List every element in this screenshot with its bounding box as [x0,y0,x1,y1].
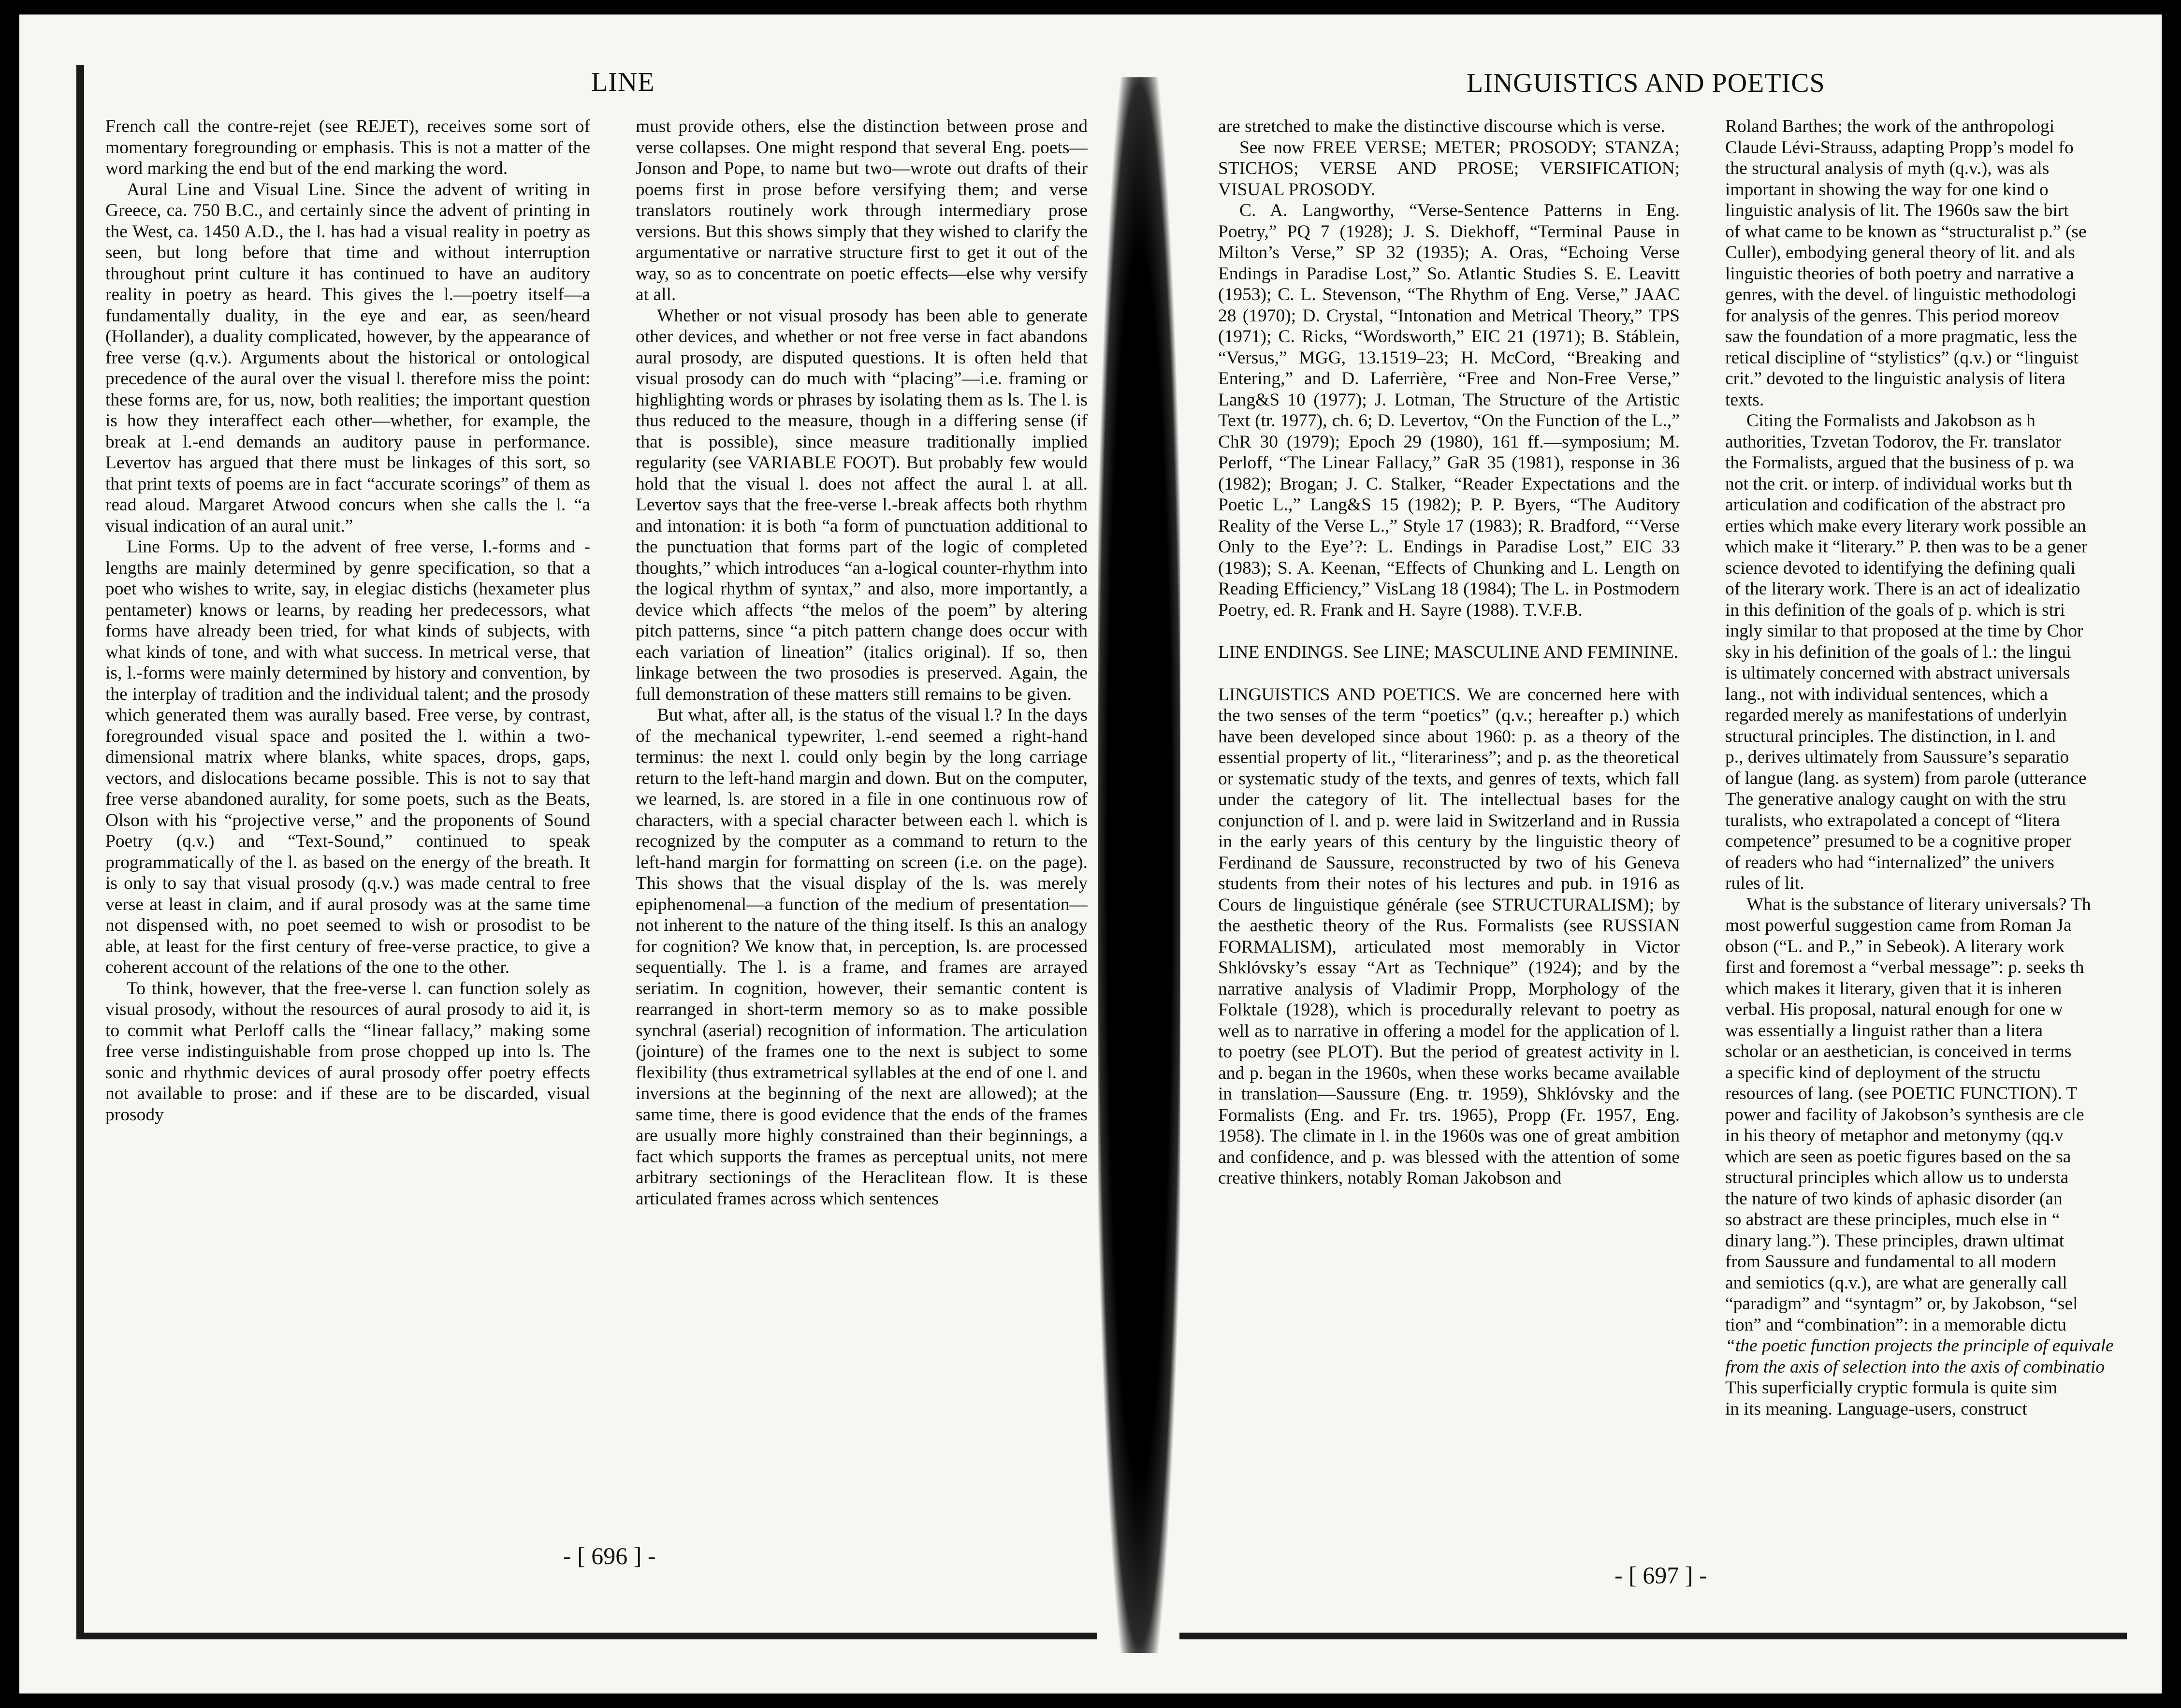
paragraph: are stretched to make the distinctive discourse which is verse. [1218,116,1665,136]
text-line: articulation and codification of the abstract pro [1725,495,2065,515]
text-line: obson (“L. and P.,” in Sebeok). A literary work [1725,936,2065,956]
text-line: structural principles which allow us to understa [1725,1168,2069,1187]
text-line: for analysis of the genres. This period moreov [1725,305,2059,326]
text-line: the Formalists, argued that the business of p. wa [1725,453,2075,473]
right-page-column-1 [1218,116,1680,1518]
text-line: resources of lang. (see POETIC FUNCTION). T [1725,1084,2078,1103]
gutter-shadow [1098,77,1180,1653]
folio-right: - [ 697 ] - [1614,1562,1707,1589]
text-line: Citing the Formalists and Jakobson as h [1746,411,2036,431]
text-line: Culler), embodying general theory of lit. and als [1725,243,2075,262]
text-line: regarded merely as manifestations of underlyin [1725,705,2067,725]
text-line: turalists, who extrapolated a concept of “litera [1725,810,2060,830]
paragraph: But what, after all, is the status of the visual l.? In the days of the mechanical typewriter, l.-end seemed a right-hand terminus: the next l. could only begin by the long carriage return to the left-hand margin and down. But on the computer, we learned, ls. are stored in a file in one continuous row of characters, with a special character between each l. which is recognized by the computer as a command to return to the left-hand margin for formatting on screen (i.e. on the page). This shows that the visual display of the ls. was merely epiphenomenal—a function of the medium of presentation—not inherent to the nature of the thing itself. Is this an analogy for cognition? We know that, in perception, ls. are processed sequentially. The l. is a frame, and frames are arrayed seriatim. In cognition, however, their semantic content is rearranged in short-term memory so as to make possible synchral (aserial) recognition of information. The articulation (jointure) of the frames one to the next is subject to some flexibility (thus extrametrical syllables at the end of one l. and inversions at the beginning of the next are allowed); at the same time, there is good evidence that the ends of the frames are usually more highly constrained than their beginnings, a fact which supports the frames as perceptual units, not mere arbitrary sectionings of the Heraclitean flow. It is these articulated frames across which sentences [636,705,1088,1209]
text-line: science devoted to identifying the defining quali [1725,558,2076,578]
text-line: from Saussure and fundamental to all modern [1725,1252,2057,1272]
text-line: power and facility of Jakobson’s synthesis are cle [1725,1104,2084,1125]
text-line: most powerful suggestion came from Roman Ja [1725,915,2072,935]
text-line: rules of lit. [1725,873,1804,893]
text-line: of readers who had “internalized” the univers [1725,852,2054,872]
text-line: of langue (lang. as system) from parole (utterance [1725,768,2087,788]
paragraph: must provide others, else the distinction between prose and verse collapses. One might respond that several Eng. poets—Jonson and Pope, to name but two—wrote out drafts of their poems first in prose before versifying them; and verse translators routinely work through intermediary prose versions. But this shows simply that they wished to clarify the argumentative or narrative structure first to get it out of the way, so as to concentrate on poetic effects—else why versify at all. [636,116,1088,304]
text-line: What is the substance of literary universals? Th [1746,894,2091,914]
left-page [19,14,1097,1694]
text-line: of the literary work. There is an act of idealizatio [1725,579,2080,599]
bottom-rule-right [1179,1633,2127,1639]
text-line: Claude Lévi-Strauss, adapting Propp’s model fo [1725,137,2074,158]
paragraph: See now FREE VERSE; METER; PROSODY; STANZA; STICHOS; VERSE AND PROSE; VERSIFICATION; VISUAL PROSODY. [1218,137,1680,200]
running-head-right: LINGUISTICS AND POETICS [1467,68,1825,98]
text-line: first and foremost a “verbal message”: p. seeks th [1725,957,2084,977]
text-line: so abstract are these principles, much else in “ [1725,1210,2060,1230]
text-line: the nature of two kinds of aphasic disorder (an [1725,1188,2063,1209]
text-line: in his theory of metaphor and metonymy (qq.v [1725,1126,2064,1145]
text-line: in this definition of the goals of p. which is stri [1725,600,2065,620]
text-line: saw the foundation of a more pragmatic, less the [1725,327,2077,347]
text-line: in its meaning. Language-users, construct [1725,1399,2027,1419]
text-line: lang., not with individual sentences, which a [1725,684,2048,704]
text-line: from the axis of selection into the axis of combinatio [1725,1357,2105,1377]
text-line: was essentially a linguist rather than a litera [1725,1020,2043,1041]
text-line: genres, with the devel. of linguistic methodologi [1725,285,2077,304]
bibliography: C. A. Langworthy, “Verse-Sentence Patterns in Eng. Poetry,” PQ 7 (1928); J. S. Diekhoff, “Terminal Pause in Milton’s Verse,” SP 32 (1935); A. Oras, “Echoing Verse Endings in Paradise Lost,” So. Atlantic Studies S. E. Leavitt (1953); C. L. Stevenson, “The Rhythm of Eng. Verse,” JAAC 28 (1970); D. Crystal, “Intonation and Metrical Theory,” TPS (1971); C. Ricks, “Wordsworth,” EIC 21 (1971); B. Stáblein, “Versus,” MGG, 13.1519–23; H. McCord, “Breaking and Entering,” and D. Laferrière, “Free and Non-Free Verse,” Lang&S 10 (1977); J. Lotman, The Structure of the Artistic Text (tr. 1977), ch. 6; D. Levertov, “On the Function of the L.,” ChR 30 (1979); Epoch 29 (1980), 161 ff.—symposium; M. Perloff, “The Linear Fallacy,” GaR 35 (1981), response in 36 (1982); Brogan; J. C. Stalker, “Reader Expectations and the Poetic L.,” Lang&S 15 (1982); P. P. Byers, “The Auditory Reality of the Verse L.,” Style 17 (1983); R. Bradford, “‘Verse Only to the Eye’?: L. Endings in Paradise Lost,” EIC 33 (1983); S. A. Keenan, “Effects of Chunking and L. Length on Reading Efficiency,” VisLang 18 (1984); The L. in Postmodern Poetry, ed. R. Frank and H. Sayre (1988). T.V.F.B. [1218,201,1680,620]
left-page-column-1 [105,116,590,1518]
text-line: competence” presumed to be a cognitive proper [1725,831,2072,851]
text-line: verbal. His proposal, natural enough for one w [1725,999,2063,1019]
text-line: The generative analogy caught on with the stru [1725,789,2066,809]
text-line: linguistic theories of both poetry and narrative a [1725,263,2074,284]
right-page [1179,14,2162,1694]
text-line: Roland Barthes; the work of the anthropologi [1725,116,2055,136]
text-line: ingly similar to that proposed at the time by Chor [1725,621,2083,641]
text-line: a specific kind of deployment of the structu [1725,1062,2041,1083]
text-line: is ultimately concerned with abstract universals [1725,663,2070,683]
text-line: scholar or an aesthetician, is conceived in terms [1725,1042,2072,1061]
text-line: which make it “literary.” P. then was to be a gener [1725,537,2088,557]
bottom-rule-left [76,1633,1097,1639]
text-line: and semiotics (q.v.), are what are generally call [1725,1273,2067,1293]
entry-linguistics-and-poetics: LINGUISTICS AND POETICS. We are concerned here with the two senses of the term “poetics” (q.v.; hereafter p.) which have been developed since about 1960: p. as a theory of the essential property of lit., “literariness”; and p. as the theoretical or systematic study of the texts, and genres of texts, which fall under the category of lit. The intellectual bases for the conjunction of l. and p. were laid in Switzerland and in Russia in the early years of this century by the linguistic theory of Ferdinand de Saussure, reconstructed by two of his Geneva students from their notes of his lectures and pub. in 1916 as Cours de linguistique générale (see STRUCTURALISM); by the aesthetic theory of the Rus. Formalists (see RUSSIAN FORMALISM), articulated most memorably in Victor Shklóvsky’s essay “Art as Technique” (1924); and by the narrative analysis of Vladimir Propp, Morphology of the Folktale (1928), which is procedurally relevant to poetry as well as to narrative in offering a model for the application of l. to poetry (see PLOT). But the period of greatest activity in l. and p. began in the 1960s, when these works became available in translation—Saussure (Eng. tr. 1959), Shklóvsky and the Formalists (Eng. and Fr. trs. 1965), Propp (Fr. 1957, Eng. 1958). The climate in l. in the 1960s was one of great ambition and confidence, and p. was blessed with the attention of some creative thinkers, notably Roman Jakobson and [1218,684,1680,1188]
text-line: of what came to be known as “structuralist p.” (se [1725,221,2087,242]
text-line: texts. [1725,390,1764,410]
text-line: dinary lang.”). These principles, drawn ultimat [1725,1230,2065,1251]
text-line: which makes it literary, given that it is inheren [1725,978,2062,999]
text-line: crit.” devoted to the linguistic analysis of litera [1725,369,2065,389]
folio-left: - [ 696 ] - [563,1542,656,1569]
text-line: This superficially cryptic formula is quite sim [1725,1378,2058,1398]
text-line: sky in his definition of the goals of l.: the lingui [1725,642,2071,662]
left-page-column-2 [636,116,1088,1518]
text-line: “paradigm” and “syntagm” or, by Jakobson, “sel [1725,1294,2078,1314]
text-line: erties which make every literary work possible an [1725,516,2086,536]
text-line: linguistic analysis of lit. The 1960s saw the birt [1725,201,2069,220]
text-line: “the poetic function projects the principle of equivale [1725,1336,2114,1356]
paragraph: To think, however, that the free-verse l. can function solely as visual prosody, without the resources of aural prosody to aid it, is to commit what Perloff calls the “linear fallacy,” making some free verse indistinguishable from prose chopped up into ls. The sonic and rhythmic devices of aural prosody offer poetry effects not available to prose: and if these are to be discarded, visual prosody [105,978,590,1125]
text-line: authorities, Tzvetan Todorov, the Fr. translator [1725,432,2062,452]
right-page-column-2 [1704,116,2162,1518]
text-line: not the crit. or interp. of individual works but th [1725,474,2072,494]
text-line: p., derives ultimately from Saussure’s separatio [1725,747,2069,767]
paragraph: Aural Line and Visual Line. Since the advent of writing in Greece, ca. 750 B.C., and certainly since the advent of printing in the West, ca. 1450 A.D., the l. has had a visual reality in poetry as seen, but long before that time and without interruption throughout print culture it has continued to have an auditory reality in poetry as heard. This gives the l.—poetry itself—a fundamentally duality, in the eye and ear, as seen/heard (Hollander), a duality complicated, however, by the appearance of free verse (q.v.). Arguments about the historical or ontological precedence of the aural over the visual l. therefore miss the point: these forms are, for us, now, both realities; the important question is how they interaffect each other—whether, for example, the break at l.-end demands an auditory pause in performance. Levertov has argued that there must be linkages of this sort, so that print texts of poems are in fact “accurate scorings” of them as read aloud. Margaret Atwood concurs when she calls the l. “a visual indication of an aural unit.” [105,179,590,536]
left-scan-edge [76,65,84,1638]
text-line: tion” and “combination”: in a memorable dictu [1725,1315,2067,1335]
scanned-spread [19,14,2162,1694]
text-line: retical discipline of “stylistics” (q.v.) or “linguist [1725,347,2079,368]
text-line: structural principles. The distinction, in l. and [1725,726,2056,746]
paragraph: Whether or not visual prosody has been able to generate other devices, and whether or not free verse in fact abandons aural prosody, are disputed questions. It is often held that visual prosody can do much with “placing”—i.e. framing or highlighting words or phrases by isolating them as ls. The l. is thus reduced to the measure, though in a differing sense (if that is possible), since measure traditionally implied regularity (see VARIABLE FOOT). But probably few would hold that the visual l. does not affect the aural l. at all. Levertov says that the free-verse l.-break affects both rhythm and intonation: it is both “a form of punctuation additional to the punctuation that forms part of the logic of completed thoughts,” which introduces “an a-logical counter-rhythm into the logical rhythm of syntax,” and also, more importantly, a device which affects “the melos of the poem” by altering pitch patterns, since “a pitch pattern change does occur with each variation of lineation” (italics original). If so, then linkage between the two prosodies is preserved. Again, the full demonstration of these matters still remains to be given. [636,305,1088,704]
entry-line-endings: LINE ENDINGS. See LINE; MASCULINE AND FEMININE. [1218,642,1678,662]
paragraph: French call the contre-rejet (see REJET), receives some sort of momentary foregrounding or emphasis. This is not a matter of the word marking the end but of the end marking the word. [105,116,590,178]
text-line: important in showing the way for one kind o [1725,179,2049,200]
running-head-left: LINE [591,67,655,97]
paragraph: Line Forms. Up to the advent of free verse, l.-forms and -lengths are mainly determined by genre specification, so that a poet who wishes to write, say, in elegiac distichs (hexameter plus pentameter) knows or learns, by reading her predecessors, what forms have already been tried, for what kinds of subjects, with what kinds of tone, and with what success. In metrical verse, that is, l.-forms were mainly determined by history and convention, by the interplay of tradition and the individual talent; and the prosody which generated them was aurally based. Free verse, by contrast, foregrounded visual space and posited the l. within a two-dimensional matrix where blanks, white spaces, drops, gaps, vectors, and dislocations became possible. This is not to say that free verse abandoned aurality, for some poets, such as the Beats, Olson with his “projective verse,” and the proponents of Sound Poetry (q.v.) and “Text-Sound,” continued to speak programmatically of the l. as based on the energy of the breath. It is only to say that visual prosody (q.v.) was made central to free verse at least in claim, and if aural prosody was at the same time not dispensed with, no poet seemed to wish or prosodist to be able, at least for the first century of free-verse practice, to give a coherent account of the relations of the one to the other. [105,537,590,977]
text-line: which are seen as poetic figures based on the sa [1725,1146,2071,1167]
text-line: the structural analysis of myth (q.v.), was als [1725,159,2050,178]
